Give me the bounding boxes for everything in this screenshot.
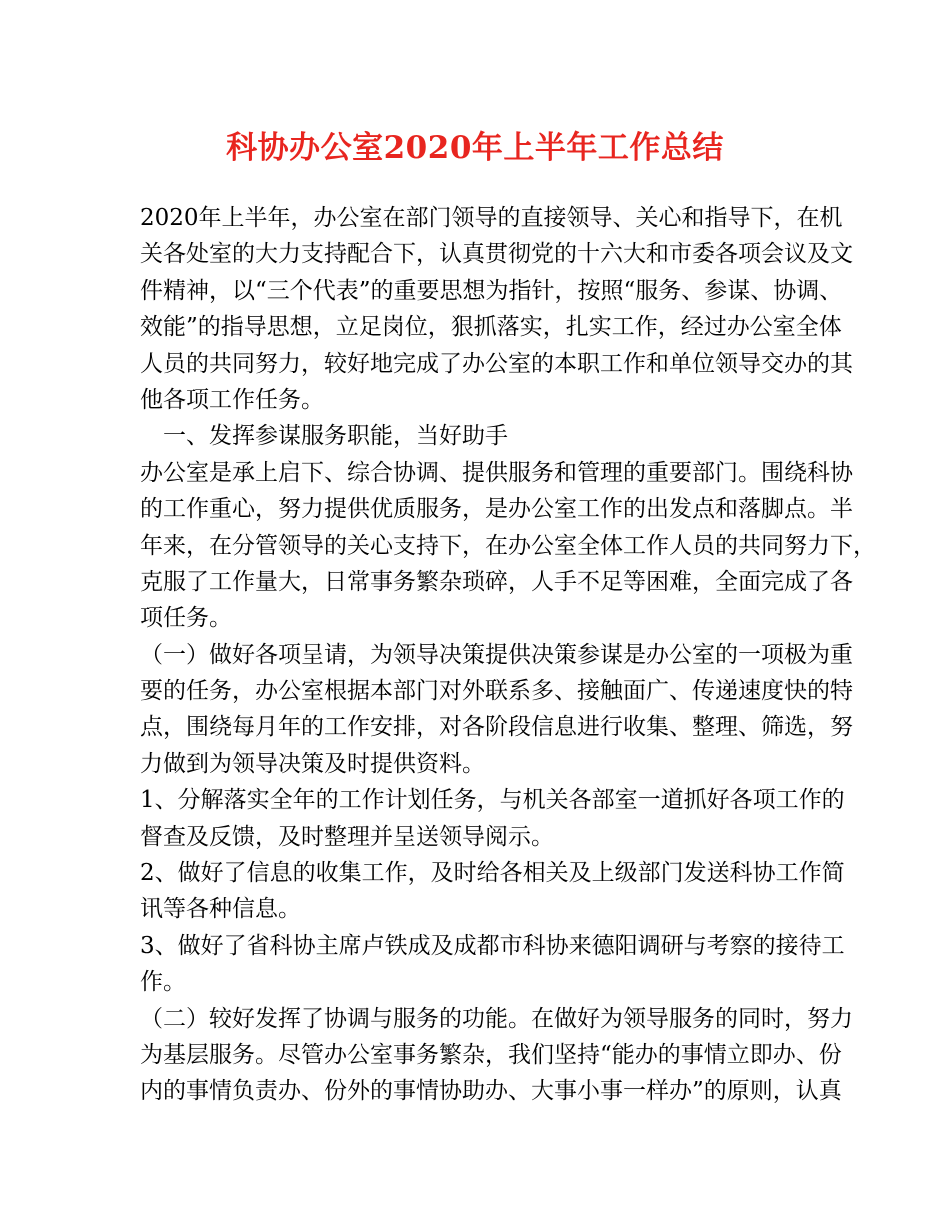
paragraph-line: 件精神，以“三个代表”的重要思想为指针，按照“服务、参谋、协调、 <box>140 277 843 304</box>
list-item-line: 讯等各种信息。 <box>140 896 301 923</box>
paragraph-line: 他各项工作任务。 <box>140 386 324 413</box>
list-item-line: 2、做好了信息的收集工作，及时给各相关及上级部门发送科协工作简 <box>140 860 845 887</box>
paragraph-line: 效能”的指导思想，立足岗位，狠抓落实，扎实工作，经过办公室全体 <box>140 314 842 341</box>
paragraph-line: 内的事情负责办、份外的事情协助办、大事小事一样办”的原则，认真 <box>140 1078 842 1105</box>
paragraph-line: （一）做好各项呈请，为领导决策提供决策参谋是办公室的一项极为重 <box>140 641 853 668</box>
paragraph-line: 办公室是承上启下、综合协调、提供服务和管理的重要部门。围绕科协 <box>140 459 853 486</box>
paragraph-line: 2020年上半年，办公室在部门领导的直接领导、关心和指导下，在机 <box>140 205 843 231</box>
paragraph-line: 力做到为领导决策及时提供资料。 <box>140 750 485 777</box>
paragraph-line: 关各处室的大力支持配合下，认真贯彻党的十六大和市委各项会议及文 <box>140 241 853 268</box>
list-item-line: 作。 <box>140 969 186 996</box>
section-heading: 一、发挥参谋服务职能，当好助手 <box>140 423 508 450</box>
list-item-line: 1、分解落实全年的工作计划任务，与机关各部室一道抓好各项工作的 <box>140 787 845 814</box>
list-item-line: 3、做好了省科协主席卢铁成及成都市科协来德阳调研与考察的接待工 <box>140 932 845 959</box>
paragraph-line: 要的任务，办公室根据本部门对外联系多、接触面广、传递速度快的特 <box>140 678 853 705</box>
document-title: 科协办公室2020年上半年工作总结 <box>226 130 724 166</box>
paragraph-line: 年来，在分管领导的关心支持下，在办公室全体工作人员的共同努力下， <box>140 532 876 559</box>
paragraph-line: 人员的共同努力，较好地完成了办公室的本职工作和单位领导交办的其 <box>140 350 853 377</box>
paragraph-line: 的工作重心，努力提供优质服务，是办公室工作的出发点和落脚点。半 <box>140 496 853 523</box>
list-item-line: 督查及反馈，及时整理并呈送领导阅示。 <box>140 823 554 850</box>
paragraph-line: 点，围绕每月年的工作安排，对各阶段信息进行收集、整理、筛选，努 <box>140 714 853 741</box>
document-body <box>140 200 876 1110</box>
paragraph-line: 项任务。 <box>140 605 232 632</box>
paragraph-line: 克服了工作量大，日常事务繁杂琐碎，人手不足等困难，全面完成了各 <box>140 568 853 595</box>
paragraph-line: 为基层服务。尽管办公室事务繁杂，我们坚持“能办的事情立即办、份 <box>140 1041 842 1068</box>
paragraph-line: （二）较好发挥了协调与服务的功能。在做好为领导服务的同时，努力 <box>140 1005 853 1032</box>
